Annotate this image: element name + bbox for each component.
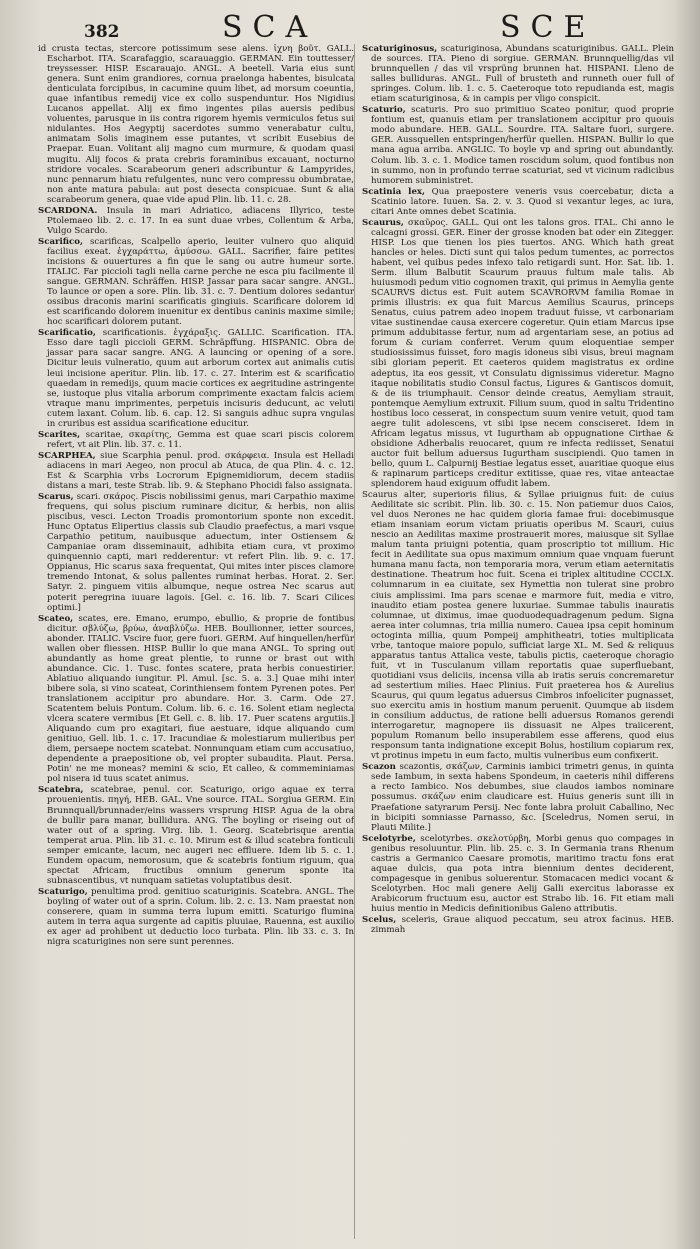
entry-headword: SCARDONA. (38, 205, 98, 216)
entry-text: id crusta tectas, stercore potissimum sese alens. ἰχνη βοῦτ. GALL. Escharbot. ITA. Scarafaggio, scarauaggio. GERMAN. Ein touttesser/ treyssesser. HISP. Escarauajo. ANGL. A beetell. Varia eius sunt genera. Sunt enim grandiores, cornua praelonga habentes, bisulcata denticulata forcipibus, in cacumine quum libet, ad morsum coeuntia, quae infantibus remedij vice ex collo suspenduntur. Hos Nigidius Lucanos appellat. Alij ex fimo ingentes pilas auersis pedibus voluentes, parusque in iis contra rigorem hyemis vermiculos fetus sui nidulantes. Hos Aegyptij sacerdotes summo venerabatur cultu, animatam Solis imaginem esse putantes, vt scribit Eusebius de Praepar. Euan. Volitant alij magno cum murmure, & quodam quasi mugitu. Alij focos & prata crebris foraminibus excauant, nocturno stridore vocales. Scarabeorum generi adscribuntur & Lampyrides, nunc pennarum hiatu refulgentes, nunc vero compressu obumbratae, non ante matura pabula: aut post desecta conspicuae. Sunt & alia scarabeorum genera, quae vide apud Plin. lib. 11. c. 28. (38, 44, 354, 205)
entry-headword: Scatebra, (38, 785, 84, 796)
entry-headword: Scatinia lex, (362, 186, 426, 197)
dictionary-entry (362, 490, 674, 761)
entry-text: scarificas, Scalpello aperio, leuiter vulnero quo aliquid facilius exeat. ἐγχαράττω, ἀμύσσω. GALL. Sacrifier, faire petites incisions & ouuertures a fin que le sang ou autre humeur sorte. ITALIC. Far piccioli tagli nella carne perche ne esca piu facilmente il sangue. GERMAN. Schräffen. HISP. Jassar para sacar sangre. ANGL. To launce or open a sore. Plin. lib. 31. c. 7. Dentium dolores sedantur ossibus draconis marini scarificatis gingiuis. Scarificare dolorem id est scarificando dolorem inuenitur ex dentibus caninis maxime simile; hoc scarificari dolorem putant. (47, 236, 354, 328)
dictionary-entry (362, 762, 674, 832)
entry-headword: Scaurus, (362, 217, 404, 228)
entry-text: scari. σκάρος. Piscis nobilissimi genus, mari Carpathio maxime frequens, qui solus piscium ruminare dicitur, & herbis, non aliis piscibus, vesci. Lecton Troadis promontorium sponte non excedit. Hunc Optatus Elipertius classis sub Claudio praefectus, a mari vsque Carpathio petitum, nauibusque aduectum, inter Ostiensem & Campaniae oram disseminauit, adhibita etiam cura, vt proximo quinquennio capti, mari redderentur: vt refert Plin. lib. 9. c. 17. Oppianus, Hic scarus saxa frequentat, Qui mites inter pisces clamore tremendo Intonat, & solus pallentes ruminat herbas. Horat. 2. Ser. Satyr. 2. pinguem vitiis albumque, neque ostrea Nec scarus aut poterit peregrina iuuare lagois. [Gel. c. 16. lib. 7. Scari Cilices optimi.] (47, 492, 355, 613)
dictionary-entry (362, 105, 674, 185)
entry-text: scatebrae, penul. cor. Scaturigo, origo aquae ex terra prouenientis. πηγή, HEB. GAL. Vne source. ITAL. Sorgiua GERM. Ein Brunnquall/brunnader/eins wassers vrsprung HISP. Agua de la obra de bullir para manar, bullidura. ANG. The boyling or riseing out of water out of a spring. Virg. lib. 1. Georg. Scatebrisque arentia temperat arua. Plin. lib 31. c. 10. Mirum est & illud scatebra fonticuli semper emicante, lacum, nec augeri nec effluere. Idem lib 5. c. 1. Eundem opacum, nemorosum, que & scatebris fontium riguum, qua spectat Africam, fructibus omnium generum sponte ita subnascentibus, vt nunquam satietas voluptatibus desit. (47, 785, 354, 886)
column-divider (354, 44, 355, 1239)
entry-text: scaritae, σκαρίτης, Gemma est quae scari piscis colorem refert, vt ait Plin. lib. 37. c. 11. (47, 429, 354, 450)
entry-headword: Scarificatio, (38, 328, 96, 339)
entry-headword: Scaturio, (362, 105, 406, 116)
dictionary-entry (38, 206, 354, 236)
entry-headword: Scarites, (38, 429, 81, 440)
entry-headword: Scarifico, (38, 236, 84, 247)
entry-headword: Scaturigo, (38, 886, 88, 897)
running-head-left: SCA (222, 10, 318, 45)
entry-text: scazontis, σκάζων, Carminis iambici trimetri genus, in quinta sede Iambum, in sexta habens Spondeum, in caeteris nihil differens a recto Iambico. Nos debumbes, siue claudos iambos nominare possumus. σκάζων enim claudicare est. Huius generis sunt illi in Praefatione satyrarum Persij. Nec fonte labra proluit Caballino, Nec in bicipiti somniasse Parnasso, &c. [Sceledrus, Nomen serui, in Plauti Milite.] (371, 762, 674, 833)
dictionary-entry (38, 785, 354, 885)
entry-text: penultima prod. genitiuo scaturiginis. Scatebra. ANGL. The boyling of water out of a sprin. Colum. lib. 2. c. 13. Nam praestat non conserere, quam in summa terra lupum emitti. Scaturigo flumina autem in terra aqua surgente ad capitis pluuiae, Rauenna, est auxilio ex ager ad prohibent ut deductio loco turbata. Plin. lib 33. c. 3. In nigra scaturigines non sere sunt perennes. (47, 886, 354, 948)
dictionary-entry (38, 328, 354, 428)
dictionary-entry (38, 237, 354, 327)
entry-text: siue Scarphia penul. prod. σκάρφεια. Insula est Helladi adiacens in mari Aegeo, non procul ab Atuca, de qua Plin. 4. c. 12. Est & Scarphia vrbs Locrorum Epignemidiorum, decem stadiis distans a mari, teste Strab. lib. 9. & Stephano Phocidi falso assignata. (47, 450, 354, 492)
right-column (362, 44, 674, 936)
entry-text: scaturis. Pro suo primitiuo Scateo ponitur, quod proprie fontium est, quanuis etiam per translationem accipitur pro quouis modo abundare. HEB. GALL. Sourdre. ITA. Saltare fuori, surgere. GER. Aussquellen entspringen/herfür quellen. HISPAN. Bullir lo que mana agua arriba. ANGLIC. To boyle vp and spring out abundantly. Colum. lib. 3. c. 1. Modice tamen roscidum solum, quod fontibus non in summo, non in profundo terrae scaturiat, sed vt vicinum radicibus humorem subministret. (371, 105, 674, 186)
entry-text: σκαῦρος. GALL. Qui ont les talons gros. ITAL. Chi anno le calcagni grossi. GER. Einer der grosse knoden bat oder ein Zitegger. HISP. Los que tienen los pies tuertos. ANG. Which hath great hancles or heles. Dicti sunt qui talos pedum tumentes, ac porrectos habent, vel quibus pedes infexo talo retigardi sunt. Hor. Sat. lib. 1. Serm. illum Balbutit Scaurum prauus fultum male talis. Ab huiusmodi pedum vitio cognomen traxit, qui primus in Aemylia gente SCAURVS dictus est. Fuit autem SCAVRORVM familia Romae in primis illustris: ex qua fuit Marcus Aemilius Scaurus, princeps Senatus, cuius patrem adeo inopem traduut fuisse, vt carbonariam vitae sustinendae causa exercere cogeretur. Quin etiam Marcus ipse primum addubitasse fertur, num ad argentariam sese, an potius ad forum & curiam conferret. Verum quum eloquentiae semper studiosissimus fuisset, foro magis idoneus sibi visus, breui magnam sibi gloriam peperit. Et caeteros quidem magistratus ex ordine adeptus, ita eos gessit, vt Consulatu dignissimus videretur. Magno itaque nobilitatis studio Consul factus, Ligures & Gantiscos domuit, & de iis triumphauit. Censor deinde creatus, Aemyliam strauit, pontemque Aemylium extruxit. Filium suum, quod in saltu Tridentino hostibus loco cesserat, in conspectum suum venire vetuit, quod tam aegre tulit adolescens, vt sibi ipse necem consciseret. Idem in Africam legatus missus, vt Iugurtham ab oppugnatione Cirthae & obsidione Adherbalis reuocaret, quum re infecta rediisset, Senatui auctor fuit bellum aduersus Iugurtham suscipiendi. Quo tamen in bello, quum L. Calpurnij Bestiae legatus esset, auaritiae quoque eius & rapinarum particeps creditur extitisse, quae res, vitae anteactae splendorem haud exiguum offudit labem. (371, 217, 674, 490)
entry-text: sceleris, Graue aliquod peccatum, seu atrox facinus. HEB. zimmah (371, 915, 674, 936)
page-header (0, 10, 700, 44)
page-number: 382 (84, 22, 120, 42)
page-edge-shadow (674, 0, 700, 1249)
dictionary-entry (38, 44, 354, 205)
entry-text: Qua praepostere veneris vsus coercebatur, dicta a Scatinio latore. Iuuen. Sa. 2. v. 3. Quod si vexantur leges, ac iura, citari Ante omnes debet Scatinia. (371, 186, 675, 217)
entry-headword: Scaturiginosus, (362, 44, 438, 54)
entry-text: Scaurus alter, superioris filius, & Syllae priuignus fuit: de cuius Aedilitate sic scribit. Plin. lib. 30. c. 15. Non patiemur duos Caios, vel duos Nerones ne hac quidem gloria famae frui: docebimusque etiam insaniam eorum victam priuatis operibus M. Scauri, cuius nescio an Aedilitas maxime prostrauerit mores, maiusque sit Syllae malum tanta priuigni potentia, quam proscriptio tot millium. Hic fecit in Aedilitate sua opus maximum omnium quae vnquam fuerunt humana manu facta, non temporaria mora, verum etiam aeternitatis destinatione. Theatrum hoc fuit. Scena ei triplex altitudine CCCLX. columnarum in ea ciuitate, sex Hymettia non tulerat sine probro ciuis amplissimi. Ima pars scenae e marmore fuit, media e vitro, inaudito etiam postea genere luxuriae. Summae tabulis inauratis columnae, ut diximus, imae quoduodequadragenum pedum. Signa aerea inter columnas, tria millia numero. Cauea ipsa cepit hominum octoginta millia, quum Pompeij amphitheatri, toties multiplicata vrbe, tantoque maiore populo, sufficiat large XL. M. Sed & reliquus apparatus tantus Attalica veste, tabulis pictis, caeteroque choragio fuit, vt in Tusculanum villam reportatis quae superfluebant, quotidiani vsus deliciis, incensa villa ab iratis seruis concremaretur ad sestertium milies. Haec Plinius. Fuit praeterea hos & Aurelius Scaurus, qui quum legatus aduersus Cimbros infoeliciter pugnasset, suo exercitu amis in hostium manum peruenit. Quumque ab iisdem in consilium adductus, de ratione belli aduersus Romanos gerendi interrogaretur, magnopere iis dissuasit ne Alpes traiicerent, populum Romanum bello insuperabilem esse afferens, quod eius responsum tanta indignatione excepit Bolus, hostilium copiarum rex, vt protinus impetu in eum facto, multis vulneribus eum confixerit. (362, 490, 674, 762)
entry-text: scelotyrbes. σκελοτύρβη, Morbi genus quo compages in genibus resoluuntur. Plin. lib. 25. c. 3. In Germania trans Rhenum castris a Germanico Caesare promotis, maritimo tractu fons erat aquae dulcis, qua pota intra biennium dentes deciderent, compagesque in genibus soluerentur. Stomacacen medici vocant & Scelotyrben. Hoc mali genere Aelij Galli exercitus laborasse ex Arabicorum fructuum esu, auctor est Strabo lib. 16. Fit etiam mali huius mentio in Medicis definitionibus Galeno attributis. (371, 833, 674, 914)
dictionary-entry (362, 218, 674, 489)
entry-text: scates, ere. Emano, erumpo, ebullio, & proprie de fontibus dicitur. σβλύζω, βρύω, ἀναβλύζω. HEB. Boullionner, ietter sources, abonder. ITALIC. Vscire fuor, gere fuori. GERM. Auf hinquellen/herfür wallen ober fliessen. HISP. Bullir lo que mana ANGL. To spring out abundantly as home great plentie, to runne or brast out with abundance. Cic. 1. Tusc. fontes scatere, prata herbis conuestirier. Ablatiuo aliquando iungitur. Pl. Amul. [sc. 5. a. 3.] Quae mihi inter bibere sola, si vino scateat, Corinthiensem fontem Pyrenen potes. Per translationem accipitur pro abundare. Hor. 3. Carm. Ode 27. Scatentem beluis Pontum. Colum. lib. 6. c. 16. Solent etiam neglecta vlcera scatere vermibus [Et Gell. c. 8. lib. 17. Puer scatens argutiis.] Aliquando cum pro exagitari, fiue aestuare, idque aliquando cum genitiuo, Gell. lib. 1. c. 17. Iracundiae & molestiarum mulieribus per diem, persaepe noctem scatebat. Nonnunquam etiam cum accusatiuo, dependente a praepositione ob, vel propter subaudita. Plaut. Persa. Potin' ne me moneas? memini & scio, Et calleo, & commeminiamas pol nisera id tuus scatet animus. (47, 613, 354, 785)
entry-text: Insula in mari Adriatico, adiacens Illyrico, teste Ptolemaeo lib. 2. c. 17. In ea sunt duae vrbes, Collentum & Arba, Vulgo Scardo. (47, 205, 355, 236)
entry-headword: Scelus, (362, 915, 397, 926)
dictionary-entry (362, 915, 674, 935)
left-column (38, 44, 354, 948)
entry-text: scaturiginosa, Abundans scaturiginibus. GALL. Plein de sources. ITA. Pieno di sorgiue. GERMAN. Brunnquellig/das vil brunnquellen / das vil vrsprüng brunnen hat. HISPANI. Lleno de salles bulliduras. ANGL. Full of brusteth and runneth ouer full of springes. Colum. lib. 1. c. 5. Caeteroque toto repudianda est, magis etiam scaturiginosa, & in campis per vligo conspicit. (371, 44, 674, 105)
dictionary-entry (38, 430, 354, 450)
dictionary-entry (362, 187, 674, 217)
dictionary-entry (38, 451, 354, 491)
entry-headword: Scazon (362, 762, 396, 773)
dictionary-entry (362, 44, 674, 104)
dictionary-entry (38, 887, 354, 947)
entry-headword: Scelotyrbe, (362, 833, 416, 844)
dictionary-entry (38, 614, 354, 785)
entry-headword: SCARPHEA, (38, 450, 96, 461)
entry-headword: Scarus, (38, 492, 74, 503)
running-head-right: SCE (500, 10, 596, 45)
entry-headword: Scateo, (38, 613, 74, 624)
dictionary-entry (38, 492, 354, 613)
dictionary-entry (362, 834, 674, 914)
entry-text: scarificationis. ἐγχάραξις. GALLIC. Scarification. ITA. Esso dare tagli piccioli GERM. Schräpffung. HISPANIC. Obra de jassar para sacar sangre. ANG. A launcing or opening of a sore. Dicitur leuis vulneratio, quum aut arborum cortex aut animalis cutis leui incisione aperitur. Plin. lib. 17. c. 27. Interim est & scarificatio quaedam in remedijs, quum macie cortices ex aegritudine astringente se, iustoque plus vitalia arborum comprimente exactam falcis aciem vtraque manu imprimentes, perpetuis incisuris deducunt, ac veluti cutem laxant. Colum. lib. 6. cap. 12. Si sanguis adhuc supra vngulas in cruribus est assidua scarificatione educitur. (47, 328, 355, 429)
